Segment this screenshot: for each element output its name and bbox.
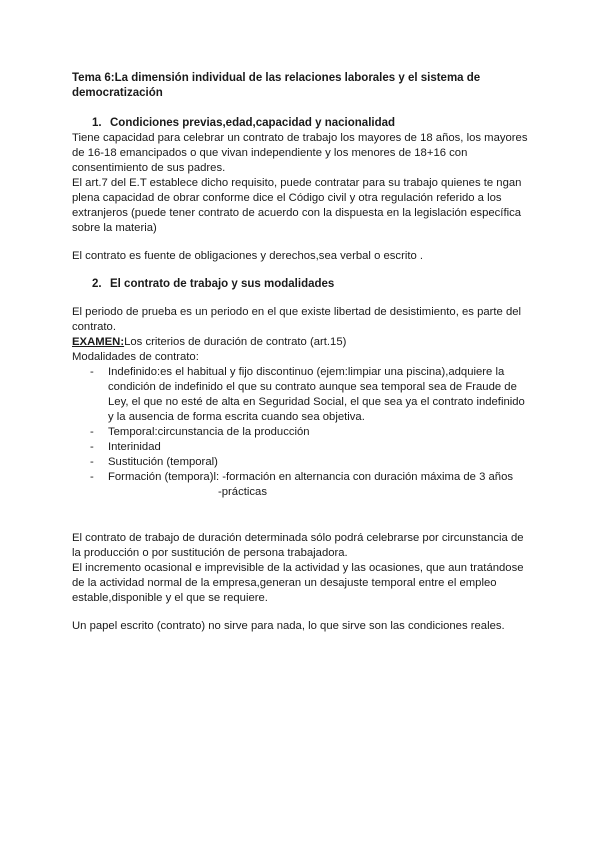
modalities-practicas: -prácticas <box>218 486 267 498</box>
paragraph-increment: El incremento ocasional e imprevisible de la actividad y las ocasiones, que aun tratándose de la actividad normal de la empresa,generan un desajuste temporal entre el empleo estable,disponible y el que se requiere. <box>72 562 524 604</box>
paragraph-trial-period: El periodo de prueba es un periodo en el que existe libertad de desistimiento, es parte del contrato. <box>72 306 522 333</box>
paragraph-obligations: El contrato es fuente de obligaciones y derechos,sea verbal o escrito . <box>72 250 424 262</box>
list-bullet: - <box>90 426 94 438</box>
section-title-2: El contrato de trabajo y sus modalidades <box>110 278 335 290</box>
list-bullet: - <box>90 471 94 483</box>
exam-text: Los criterios de duración de contrato (art.15) <box>124 336 347 348</box>
paragraph-art7: El art.7 del E.T establece dicho requisito, puede contratar para su trabajo quienes te ngan plena capacidad de obrar conforme dice el Código civil y otra regulación referido a los extranjeros (puede tener contrato de acuerdo con la dispuesta en la legislación específica sobre la materia) <box>72 177 522 234</box>
paragraph-written-paper: Un papel escrito (contrato) no sirve para nada, lo que sirve son las condiciones reales. <box>72 620 505 632</box>
paragraph-fixed-term: El contrato de trabajo de duración determinada sólo podrá celebrarse por circunstancia de la producción o por sustitución de persona trabajadora. <box>72 532 524 559</box>
section-number-2: 2. <box>92 278 102 290</box>
modalities-label: Modalidades de contrato: <box>72 351 199 363</box>
list-item-text: Interinidad <box>108 441 161 453</box>
section-heading-2 <box>72 277 532 292</box>
list-item-text: Formación (tempora)l: -formación en alternancia con duración máxima de 3 años <box>108 471 513 483</box>
list-bullet: - <box>90 441 94 453</box>
list-bullet: - <box>90 456 94 468</box>
exam-label: EXAMEN: <box>72 336 125 348</box>
list-item <box>72 455 532 470</box>
modalities-list <box>72 365 532 485</box>
list-item <box>72 425 532 440</box>
list-bullet: - <box>90 366 94 378</box>
section-heading-1 <box>72 116 532 131</box>
list-item-text: Temporal:circunstancia de la producción <box>108 426 310 438</box>
document-title: Tema 6:La dimensión individual de las relaciones laborales y el sistema de democratización <box>72 72 481 99</box>
list-item <box>72 440 532 455</box>
paragraph-capacity: Tiene capacidad para celebrar un contrato de trabajo los mayores de 18 años, los mayores de 16-18 emancipados o que vivan independiente y los menores de 18+16 con consentimiento de sus padres. <box>72 132 528 174</box>
document-page <box>72 71 532 634</box>
list-item-text: Sustitución (temporal) <box>108 456 218 468</box>
list-item <box>72 470 532 485</box>
section-number-1: 1. <box>92 117 102 129</box>
exam-line <box>72 335 532 350</box>
section-title-1: Condiciones previas,edad,capacidad y nacionalidad <box>110 117 396 129</box>
list-item-text: Indefinido:es el habitual y fijo discontinuo (ejem:limpiar una piscina),adquiere la condición de indefinido el que su contrato aunque sea temporal sea de Fraude de Ley, el que no esté de alta en Seguridad Social, el que sea ya el contrato indefinido y la ausencia de forma escrita cuando sea objetiva. <box>108 366 525 423</box>
list-item <box>72 365 532 425</box>
